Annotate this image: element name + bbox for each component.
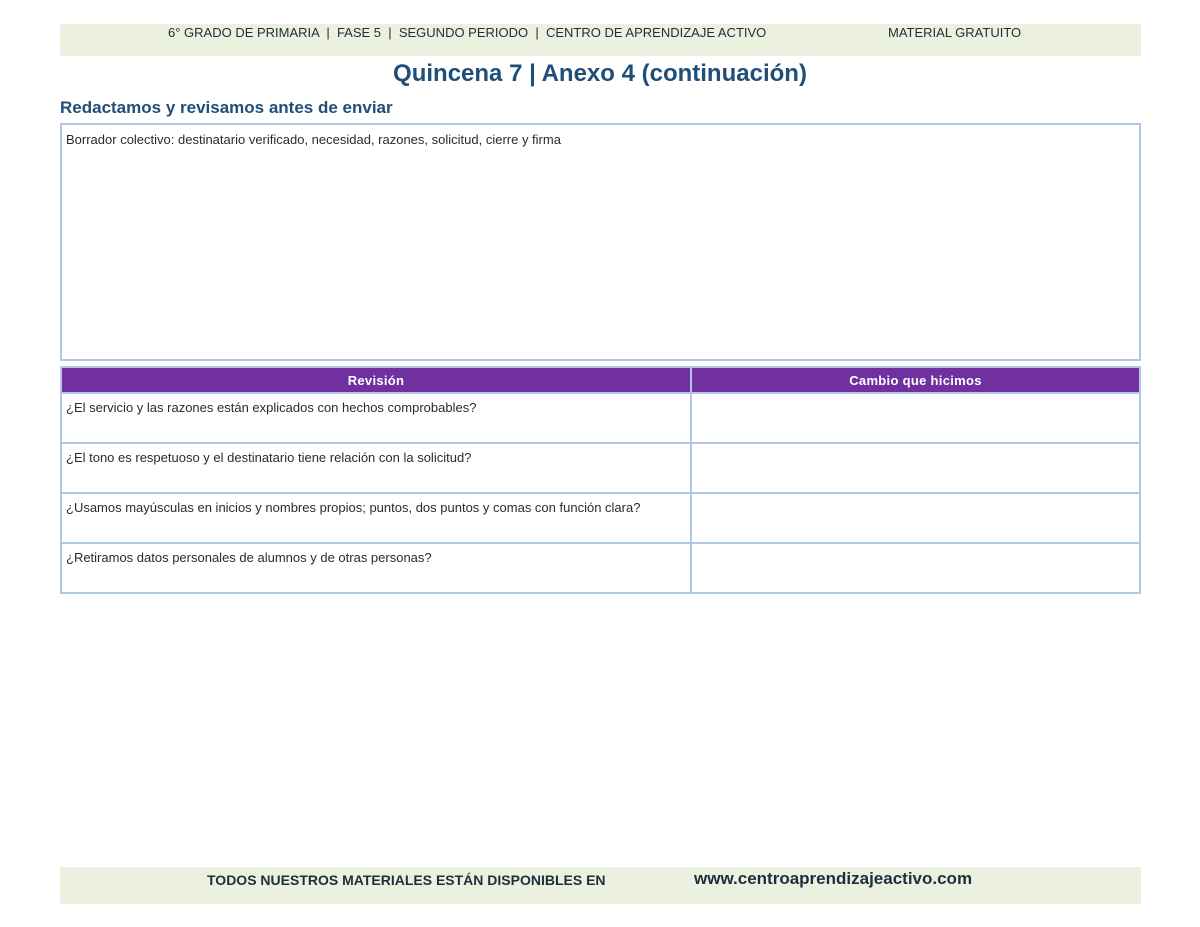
table-row xyxy=(61,443,1140,493)
table-row xyxy=(61,493,1140,543)
review-table xyxy=(60,366,1141,594)
table-header-row xyxy=(61,367,1140,393)
header-band xyxy=(60,24,1141,56)
review-question: ¿El servicio y las razones están explicados con hechos comprobables? xyxy=(61,393,691,443)
table-row xyxy=(61,393,1140,443)
section-title: Redactamos y revisamos antes de enviar xyxy=(60,98,393,117)
change-cell[interactable] xyxy=(691,393,1140,443)
header-free-material: MATERIAL GRATUITO xyxy=(888,25,1022,40)
review-question: ¿Retiramos datos personales de alumnos y de otras personas? xyxy=(61,543,691,593)
change-cell[interactable] xyxy=(691,543,1140,593)
review-question: ¿El tono es respetuoso y el destinatario tiene relación con la solicitud? xyxy=(61,443,691,493)
review-question: ¿Usamos mayúsculas en inicios y nombres propios; puntos, dos puntos y comas con función clara? xyxy=(61,493,691,543)
draft-textbox[interactable] xyxy=(60,123,1141,361)
change-cell[interactable] xyxy=(691,493,1140,543)
draft-label: Borrador colectivo: destinatario verificado, necesidad, razones, solicitud, cierre y firma xyxy=(66,132,561,147)
change-cell[interactable] xyxy=(691,443,1140,493)
footer-text: TODOS NUESTROS MATERIALES ESTÁN DISPONIBLES EN xyxy=(207,872,606,888)
table-row xyxy=(61,543,1140,593)
header-change: Cambio que hicimos xyxy=(691,367,1140,393)
page-title: Quincena 7 | Anexo 4 (continuación) xyxy=(393,60,807,87)
header-info: 6° GRADO DE PRIMARIA | FASE 5 | SEGUNDO PERIODO | CENTRO DE APRENDIZAJE ACTIVO xyxy=(168,25,767,40)
header-review: Revisión xyxy=(61,367,691,393)
footer-band xyxy=(60,867,1141,904)
footer-url-link[interactable]: www.centroaprendizajeactivo.com xyxy=(694,869,973,888)
